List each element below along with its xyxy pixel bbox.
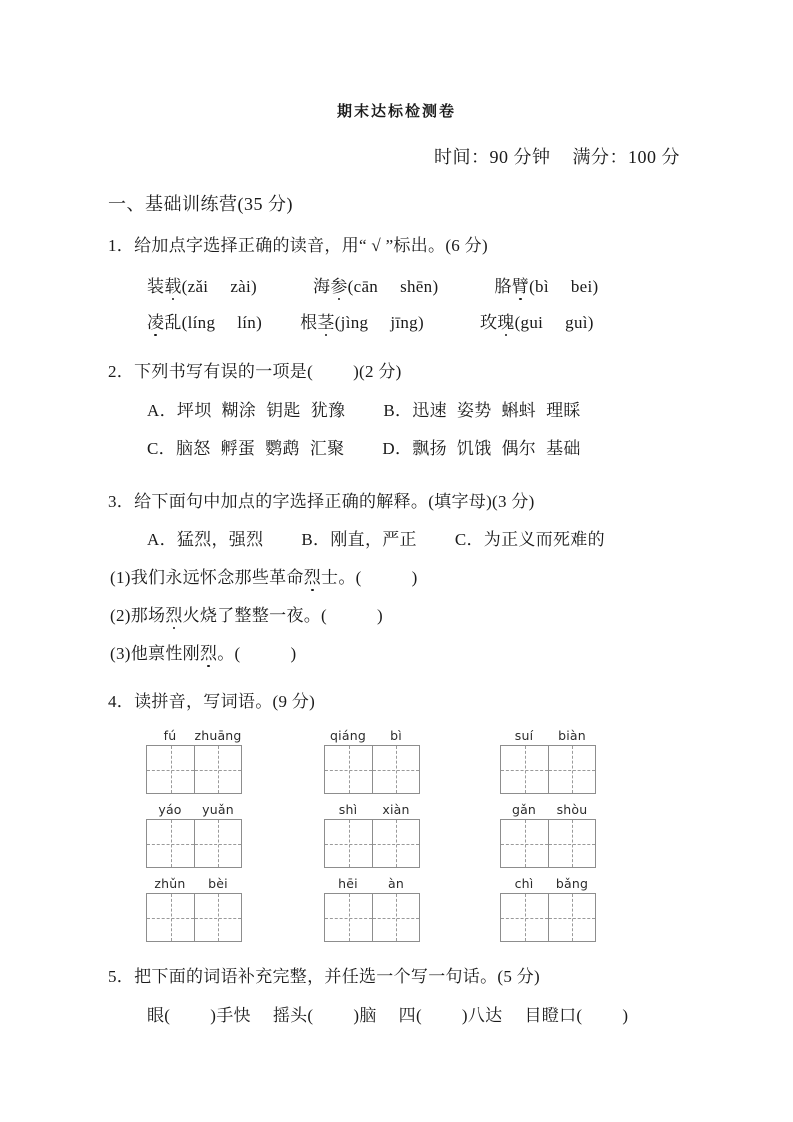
tianzige-cell[interactable] (325, 894, 372, 941)
q2-word: 偶尔 (501, 439, 537, 458)
pinyin-grid-8[interactable] (324, 876, 420, 942)
q1-paren-close: ) (417, 313, 424, 332)
pinyin-syllable: zhǔn (154, 876, 186, 891)
q2-word: 钥匙 (266, 401, 301, 420)
q3-option-a[interactable] (147, 530, 263, 549)
q2-word: 姿势 (456, 401, 492, 420)
q2-option-letter: C． (147, 439, 176, 458)
q5-idiom-tail: )脑 (353, 1006, 377, 1025)
pinyin-labels (324, 802, 420, 817)
q3-paren-close: ) (290, 644, 297, 663)
q3-item-text-tail: 火烧了整整一夜。( (182, 606, 328, 625)
q3-option-text: 刚直，严正 (330, 530, 417, 549)
tianzige-cell[interactable] (147, 894, 194, 941)
pinyin-syllable: gǎn (511, 802, 537, 817)
tianzige-cell[interactable] (548, 894, 595, 941)
tianzige-cell[interactable] (325, 820, 372, 867)
q1-pinyin-a[interactable]: gui (520, 313, 544, 332)
question-3-options (147, 525, 605, 550)
tianzige-boxes[interactable] (146, 819, 242, 868)
tianzige-cell[interactable] (194, 820, 241, 867)
q2-option-letter: D． (382, 439, 413, 458)
tianzige-cell[interactable] (325, 746, 372, 793)
tianzige-cell[interactable] (548, 746, 595, 793)
q1-pinyin-b[interactable]: jīng (390, 313, 418, 332)
pinyin-syllable: suí (514, 728, 534, 743)
q3-item-text: 他禀性刚 (130, 644, 200, 663)
q3-option-b[interactable] (301, 530, 416, 549)
question-3-item-3 (110, 639, 296, 664)
tianzige-boxes[interactable] (324, 745, 420, 794)
q5-idiom[interactable] (147, 1006, 251, 1025)
pinyin-labels (500, 728, 596, 743)
question-2-prompt (108, 357, 402, 382)
q2-option-c[interactable] (147, 439, 344, 458)
q1-paren-open: ( (181, 313, 188, 332)
pinyin-labels (324, 876, 420, 891)
question-5-idioms (147, 1001, 628, 1026)
q1-item[interactable] (494, 277, 598, 296)
pinyin-syllable: biàn (558, 728, 586, 743)
q1-pinyin-b[interactable]: guì (565, 313, 588, 332)
q1-word: 根 (300, 313, 318, 332)
q2-word: 蝌蚪 (501, 401, 537, 420)
q1-paren-open: ( (514, 313, 521, 332)
question-1-row-2 (147, 308, 594, 333)
q5-idiom[interactable] (273, 1006, 377, 1025)
pinyin-syllable: shòu (556, 802, 588, 817)
exam-meta (434, 143, 680, 169)
question-5-prompt (108, 962, 540, 987)
tianzige-cell[interactable] (372, 894, 419, 941)
tianzige-boxes[interactable] (500, 819, 596, 868)
tianzige-boxes[interactable] (324, 893, 420, 942)
q3-dotted-char: 烈 (165, 601, 182, 626)
question-3-number: 3． (108, 492, 135, 511)
q3-paren-close: ) (377, 606, 383, 625)
q3-item-text-tail: 。( (217, 644, 241, 663)
q5-idiom-tail: )手快 (210, 1006, 251, 1025)
pinyin-syllable: hēi (338, 876, 358, 891)
q5-idiom-head: 眼( (147, 1006, 171, 1025)
q2-word: 鹦鹉 (265, 439, 300, 458)
pinyin-labels (146, 802, 242, 817)
q3-paren-close: ) (411, 568, 418, 587)
question-4-number: 4． (108, 692, 135, 711)
pinyin-syllable: shì (338, 802, 358, 817)
q3-item-label: (2) (110, 606, 131, 625)
tianzige-boxes[interactable] (500, 893, 596, 942)
q5-idiom-head: 四( (398, 1006, 422, 1025)
q1-word: 海 (313, 277, 331, 296)
q5-idiom-head: 目瞪口( (524, 1006, 583, 1025)
q2-word: 飘扬 (412, 439, 447, 458)
q2-option-b[interactable] (383, 401, 580, 420)
question-3-text: 给下面句中加点的字选择正确的解释。(填字母)(3 分) (134, 492, 535, 511)
q1-word: 胳 (494, 277, 512, 296)
time-label: 时间： (434, 147, 490, 167)
question-3-item-2 (110, 601, 383, 626)
q3-option-text: 为正义而死难的 (483, 530, 605, 549)
pinyin-grid-1[interactable] (146, 728, 242, 794)
tianzige-boxes[interactable] (146, 745, 242, 794)
q2-word: 理睬 (546, 401, 581, 420)
q2-word: 汇聚 (309, 439, 345, 458)
question-5-number: 5． (108, 967, 135, 986)
time-value: 90 分钟 (489, 147, 551, 167)
q2-word: 脑怒 (175, 439, 211, 458)
pinyin-grid-9[interactable] (500, 876, 596, 942)
question-1-prompt (108, 231, 488, 256)
q3-item-text: 那场 (130, 606, 166, 625)
q1-dotted-char: 臂 (512, 272, 529, 297)
tianzige-boxes[interactable] (146, 893, 242, 942)
question-2-text: 下列书写有误的一项是( (134, 362, 314, 381)
question-2-score: )(2 分) (353, 362, 402, 381)
q1-pinyin-a[interactable]: líng (187, 313, 216, 332)
pinyin-syllable: bǎng (555, 876, 589, 891)
pinyin-syllable: fú (163, 728, 177, 743)
pinyin-grid-4[interactable] (146, 802, 242, 868)
q2-word: 糊涂 (221, 401, 257, 420)
q1-pinyin-a[interactable]: cān (353, 277, 379, 296)
q1-pinyin-a[interactable]: jìng (340, 313, 369, 332)
q1-word: 装 (147, 277, 165, 296)
q1-dotted-char: 瑰 (497, 308, 514, 333)
tianzige-cell[interactable] (147, 820, 194, 867)
pinyin-syllable: yuǎn (202, 802, 234, 817)
pinyin-syllable: xiàn (382, 802, 410, 817)
q5-idiom[interactable] (399, 1006, 503, 1025)
pinyin-grid-7[interactable] (146, 876, 242, 942)
q3-option-c[interactable] (455, 530, 605, 549)
q1-pinyin-b[interactable]: lín (237, 313, 257, 332)
q1-paren-close: ) (592, 277, 599, 296)
q1-paren-open: ( (181, 277, 188, 296)
q1-paren-open: ( (529, 277, 536, 296)
q1-dotted-char: 凌 (147, 308, 164, 333)
q3-item-text-tail: 士。( (321, 568, 362, 587)
q2-word: 犹豫 (310, 401, 346, 420)
pinyin-syllable: bì (390, 728, 402, 743)
q1-item[interactable] (480, 313, 594, 332)
question-1-row-1 (147, 272, 599, 297)
q3-option-letter: C． (454, 530, 484, 549)
q3-dotted-char: 烈 (200, 639, 217, 664)
q3-option-text: 猛烈，强烈 (176, 530, 264, 549)
question-3-prompt (108, 487, 535, 512)
tianzige-cell[interactable] (501, 894, 548, 941)
pinyin-labels (324, 728, 420, 743)
score-label: 满分： (572, 147, 628, 167)
q1-paren-open: ( (334, 313, 341, 332)
pinyin-grid-2[interactable] (324, 728, 420, 794)
q2-word: 坪坝 (176, 401, 212, 420)
pinyin-syllable: yáo (158, 802, 182, 817)
pinyin-syllable: qiáng (330, 728, 366, 743)
tianzige-cell[interactable] (501, 820, 548, 867)
q1-pinyin-b[interactable]: zài (230, 277, 252, 296)
pinyin-grid-3[interactable] (500, 728, 596, 794)
q1-pinyin-b[interactable]: bei (570, 277, 593, 296)
q2-option-letter: B． (383, 401, 413, 420)
q3-item-label: (1) (110, 568, 131, 587)
q3-item-text: 我们永远怀念那些革命 (130, 568, 304, 587)
tianzige-cell[interactable] (194, 894, 241, 941)
q1-word: 乱 (164, 313, 182, 332)
question-4-text: 读拼音，写词语。(9 分) (134, 692, 316, 711)
q5-idiom-head: 摇头( (272, 1006, 314, 1025)
q3-item-label: (3) (110, 644, 131, 663)
q1-item[interactable] (147, 313, 262, 332)
q1-word: 玫 (479, 313, 498, 332)
tianzige-boxes[interactable] (500, 745, 596, 794)
score-value: 100 分 (628, 147, 680, 167)
tianzige-cell[interactable] (372, 820, 419, 867)
q5-idiom-tail: ) (622, 1006, 629, 1025)
q3-option-letter: B． (301, 530, 331, 549)
pinyin-syllable: bèi (208, 876, 228, 891)
q1-dotted-char: 茎 (317, 308, 334, 333)
question-1-text: 给加点字选择正确的读音，用“ √ ”标出。(6 分) (134, 236, 488, 255)
q1-dotted-char: 载 (164, 272, 181, 297)
page-title: 期末达标检测卷 (336, 103, 456, 120)
tianzige-cell[interactable] (372, 746, 419, 793)
q2-option-d[interactable] (382, 439, 580, 458)
q2-word: 孵蛋 (220, 439, 256, 458)
q1-item[interactable] (147, 277, 257, 296)
pinyin-labels (500, 876, 596, 891)
q1-paren-close: ) (251, 277, 257, 296)
q2-option-letter: A． (147, 401, 177, 420)
question-2-row-1 (147, 396, 581, 421)
q5-idiom[interactable] (524, 1006, 628, 1025)
question-5-text: 把下面的词语补充完整，并任选一个写一句话。(5 分) (134, 967, 540, 986)
q1-pinyin-a[interactable]: bì (535, 277, 549, 296)
q2-word: 基础 (546, 439, 581, 458)
pinyin-grid-6[interactable] (500, 802, 596, 868)
q2-word: 饥饿 (456, 439, 492, 458)
q1-item[interactable] (313, 277, 438, 296)
tianzige-cell[interactable] (194, 746, 241, 793)
q2-option-a[interactable] (147, 401, 345, 420)
question-1-number: 1． (108, 236, 135, 255)
pinyin-labels (500, 802, 596, 817)
tianzige-boxes[interactable] (324, 819, 420, 868)
section-heading: 一、基础训练营(35 分) (108, 194, 293, 214)
q1-paren-close: ) (587, 313, 594, 332)
q1-dotted-char: 参 (330, 272, 347, 297)
q2-word: 迅速 (412, 401, 447, 420)
tianzige-cell[interactable] (501, 746, 548, 793)
q1-item[interactable] (300, 313, 424, 332)
pinyin-labels (146, 728, 242, 743)
question-2-row-2 (147, 434, 581, 459)
pinyin-labels (146, 876, 242, 891)
pinyin-syllable: chì (514, 876, 534, 891)
q1-paren-close: ) (432, 277, 439, 296)
q3-dotted-char: 烈 (304, 563, 321, 588)
tianzige-cell[interactable] (548, 820, 595, 867)
q1-pinyin-a[interactable]: zǎi (187, 277, 209, 296)
tianzige-cell[interactable] (147, 746, 194, 793)
question-4-prompt (108, 687, 315, 712)
q5-idiom-tail: )八达 (461, 1006, 503, 1025)
q1-pinyin-b[interactable]: shēn (400, 277, 433, 296)
q1-paren-close: ) (256, 313, 263, 332)
question-3-item-1 (110, 563, 418, 588)
q1-paren-open: ( (347, 277, 354, 296)
pinyin-syllable: àn (388, 876, 404, 891)
question-2-number: 2． (108, 362, 135, 381)
pinyin-syllable: zhuāng (194, 728, 242, 743)
pinyin-grid-5[interactable] (324, 802, 420, 868)
q3-option-letter: A． (147, 530, 177, 549)
